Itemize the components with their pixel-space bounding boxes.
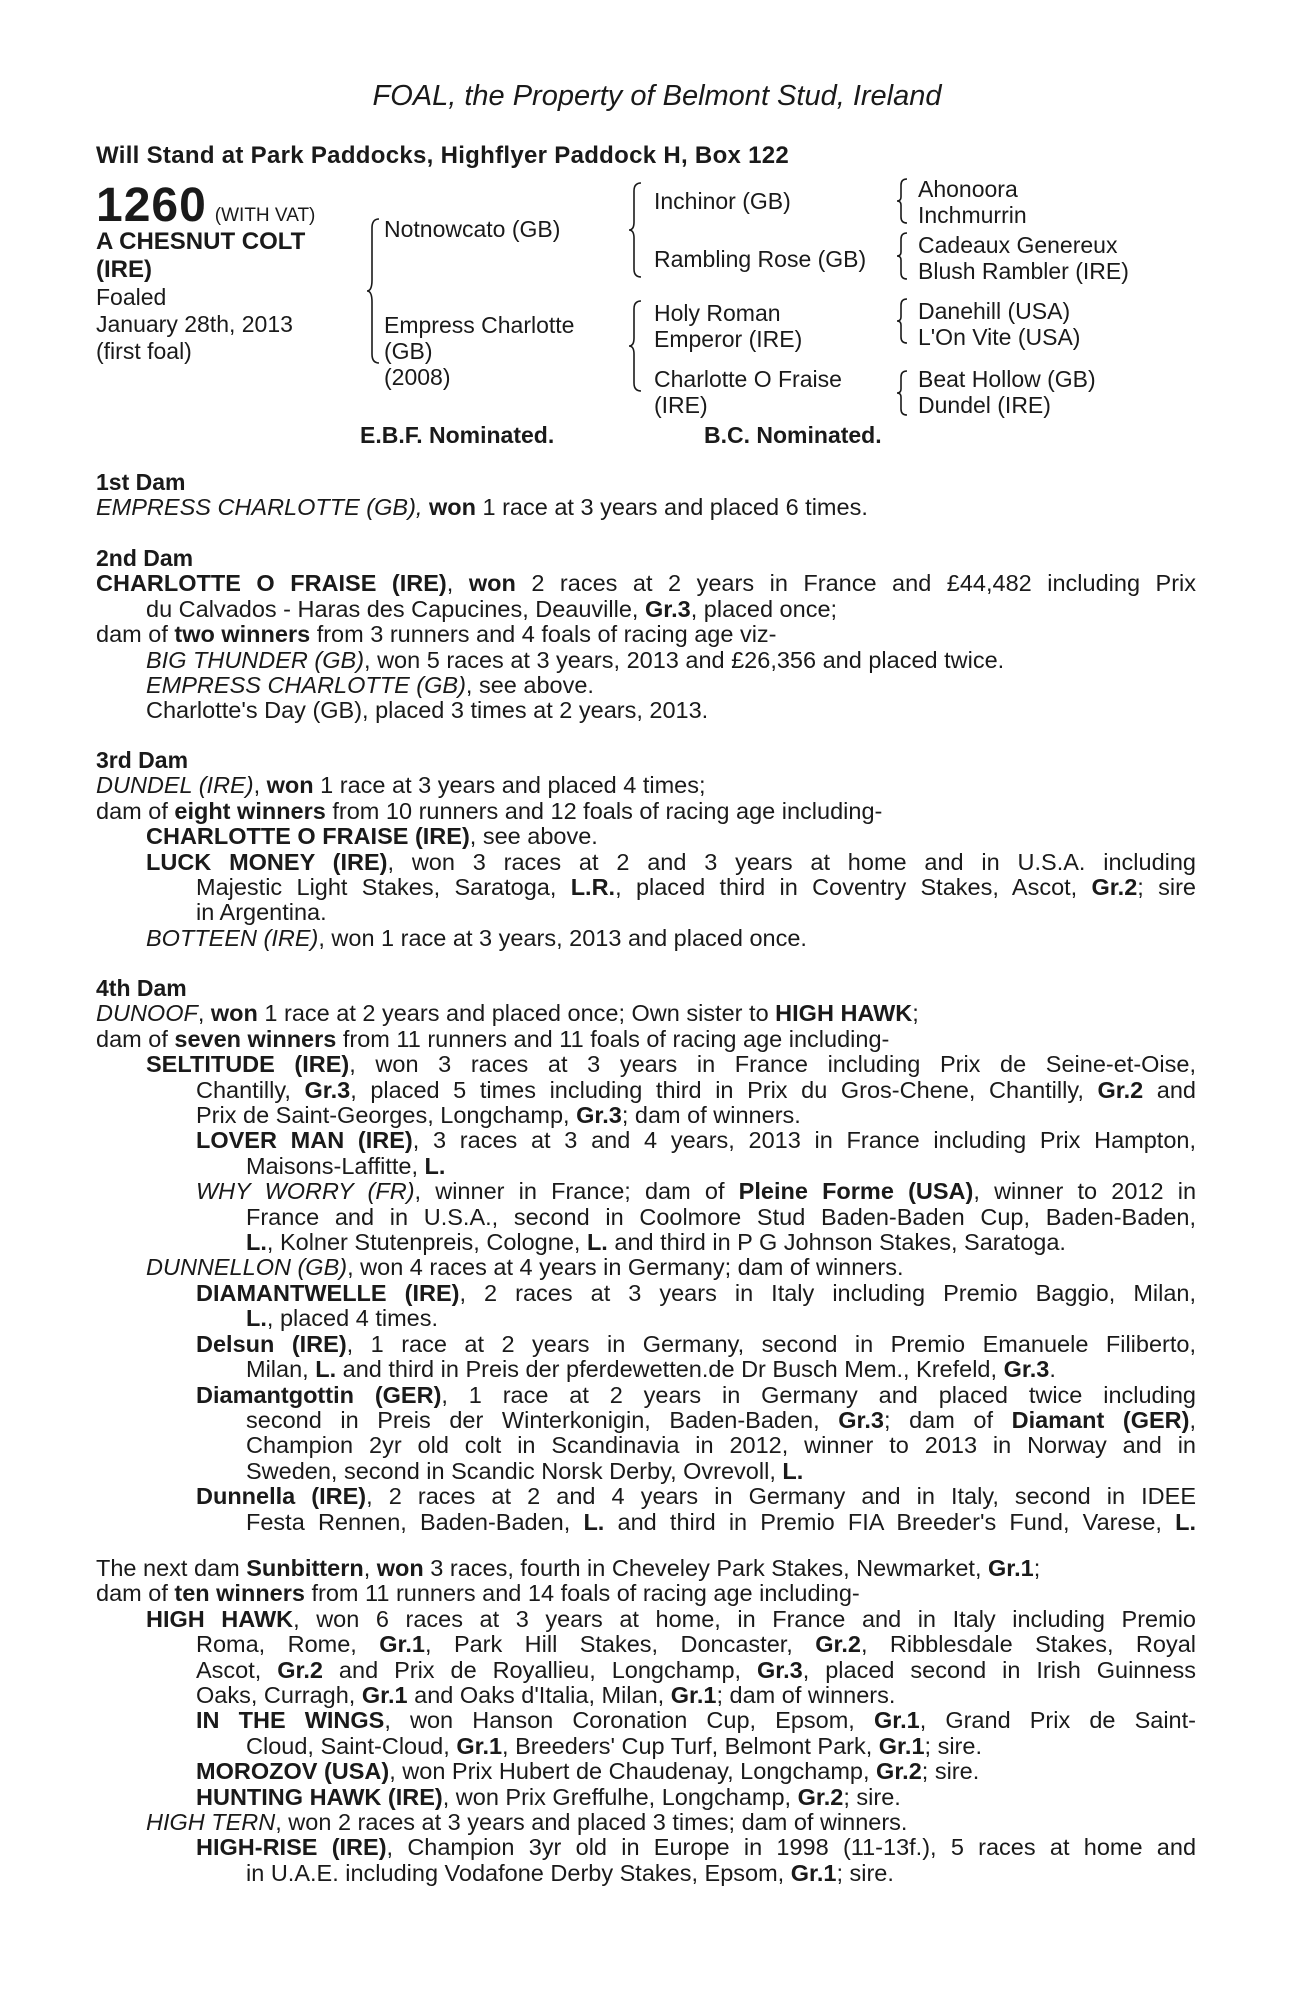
text-run: and third in Premio FIA Breeder's Fund, Varese, — [604, 1508, 1176, 1535]
text-run: IN THE WINGS — [196, 1707, 385, 1734]
text-run: , won 2 races at 3 years and placed 3 times; dam of winners. — [275, 1809, 908, 1836]
colt-line: (IRE) — [96, 256, 152, 283]
text-run: , — [446, 570, 469, 597]
text-run: Gr.2 — [797, 1783, 844, 1810]
text-run: from 11 runners and 14 foals of racing age including- — [304, 1580, 860, 1607]
fourth-dam-section — [96, 976, 1196, 1535]
bc-nomination: B.C. Nominated. — [704, 422, 882, 448]
text-run: , placed 5 times including third in Prix du Gros-Chene, Chantilly, — [350, 1076, 1098, 1103]
text-run: , 3 races at 3 and 4 years, 2013 in France including Prix Hampton, — [412, 1127, 1196, 1154]
text-run: seven winners — [174, 1025, 337, 1052]
text-run: , — [363, 1555, 377, 1581]
text-run: Diamant (GER) — [1011, 1406, 1190, 1433]
text-run: Gr.1 — [670, 1682, 717, 1709]
text-run: , see above. — [469, 823, 598, 850]
text-run: and third in Preis der pferdewetten.de Dr Busch Mem., Krefeld, — [336, 1356, 1004, 1383]
text-run: CHARLOTTE O FRAISE (IRE) — [146, 823, 470, 850]
text-run: Gr.2 — [277, 1656, 323, 1683]
pedigree-line: Emperor (IRE) — [654, 326, 803, 352]
pedigree-line: Charlotte O Fraise — [654, 366, 842, 392]
text-run: , — [1189, 1406, 1197, 1433]
text-run: du Calvados - Haras des Capucines, Deauville, — [146, 595, 645, 622]
text-run: ; sire. — [843, 1783, 901, 1810]
text-run: , 2 races at 3 years in Italy including Premio Baggio, Milan, — [459, 1279, 1197, 1306]
text-run: HIGH HAWK — [775, 1000, 913, 1027]
text-run: , placed third in Coventry Stakes, Ascot, — [615, 874, 1092, 901]
text-run: Sunbittern — [246, 1555, 364, 1581]
text-line — [96, 1255, 1196, 1280]
text-run: Cloud, Saint-Cloud, — [246, 1732, 457, 1759]
foaled-date: January 28th, 2013 — [96, 311, 293, 337]
section-heading: 2nd Dam — [96, 545, 194, 571]
text-line — [96, 1459, 1196, 1484]
text-run: Milan, — [246, 1356, 316, 1383]
text-run: Oaks, Curragh, — [196, 1682, 362, 1709]
text-line — [96, 1658, 1196, 1683]
text-run: , — [253, 772, 267, 799]
text-run: , — [197, 1000, 211, 1027]
text-run: ten winners — [174, 1580, 305, 1607]
page-title: FOAL, the Property of Belmont Stud, Ireland — [372, 80, 942, 112]
text-run: , Kolner Stutenpreis, Cologne, — [266, 1229, 587, 1256]
text-run: , placed 4 times. — [266, 1305, 438, 1332]
text-run: and — [1143, 1076, 1196, 1103]
text-run: 1 race at 3 years and placed 4 times; — [313, 772, 706, 799]
pedigree-brace-dd — [896, 370, 908, 416]
text-run: Gr.1 — [361, 1682, 408, 1709]
text-run: , winner in France; dam of — [414, 1178, 739, 1205]
text-run: Gr.1 — [790, 1859, 837, 1886]
text-line — [96, 900, 1196, 925]
text-line — [96, 926, 1196, 951]
text-run: L. — [586, 1229, 608, 1256]
pedigree-brace-ss — [896, 178, 908, 224]
pedigree-brace-main — [366, 218, 380, 364]
text-run: WHY WORRY (FR) — [196, 1178, 415, 1205]
text-run: and Prix de Royallieu, Longchamp, — [322, 1656, 758, 1683]
text-line — [96, 1835, 1196, 1860]
text-run: won — [210, 1000, 258, 1027]
text-run: L. — [246, 1229, 267, 1256]
text-run: Gr.1 — [878, 1732, 925, 1759]
text-line — [96, 1052, 1196, 1077]
ebf-nomination: E.B.F. Nominated. — [360, 422, 555, 448]
text-line — [96, 1510, 1196, 1535]
text-run: , won 3 races at 3 years in France including Prix de Seine-et-Oise, — [349, 1051, 1196, 1078]
text-run: dam of — [96, 1580, 175, 1607]
text-run: , won 3 races at 2 and 3 years at home and in U.S.A. including — [387, 848, 1197, 875]
text-run: , placed second in Irish Guinness — [802, 1656, 1196, 1683]
text-run: Gr.3 — [757, 1656, 803, 1683]
text-line — [96, 799, 1196, 824]
third-dam-body — [96, 773, 1196, 951]
text-run: LUCK MONEY (IRE) — [146, 848, 388, 875]
pedigree-brace-sire — [628, 182, 642, 278]
section-heading: 4th Dam — [96, 975, 187, 1001]
pedigree-brace-ds — [896, 298, 908, 344]
foaled-note: (first foal) — [96, 338, 192, 364]
text-run: Sweden, second in Scandic Norsk Derby, Ovrevoll, — [246, 1457, 783, 1484]
text-line — [96, 571, 1196, 596]
text-run: ; dam of winners. — [716, 1682, 896, 1709]
colt-line: A CHESNUT COLT — [96, 228, 306, 255]
text-run: LOVER MAN (IRE) — [196, 1127, 413, 1154]
pedigree-sdd: Blush Rambler (IRE) — [918, 258, 1129, 284]
text-line — [96, 1607, 1196, 1632]
pedigree-dss: Danehill (USA) — [918, 298, 1071, 324]
text-run: L. — [583, 1508, 605, 1535]
text-run: ; sire. — [836, 1859, 894, 1886]
text-line — [96, 850, 1196, 875]
text-run: 1 race at 2 years and placed once; Own sister to — [257, 1000, 776, 1027]
text-run: DIAMANTWELLE (IRE) — [196, 1279, 460, 1306]
text-run: , 2 races at 2 and 4 years in Germany and in Italy, second in IDEE — [366, 1483, 1196, 1510]
text-line — [96, 673, 1196, 698]
text-line — [96, 1306, 1196, 1331]
text-run: Gr.3 — [644, 595, 691, 622]
text-run: Festa Rennen, Baden-Baden, — [246, 1508, 584, 1535]
stand-location: Will Stand at Park Paddocks, Highflyer Paddock H, Box 122 — [96, 142, 790, 169]
text-line — [96, 622, 1196, 647]
second-dam-body — [96, 571, 1196, 723]
text-line — [96, 1027, 1196, 1052]
section-heading: 1st Dam — [96, 469, 186, 495]
text-run: L. — [1175, 1508, 1197, 1535]
text-run: DUNNELLON (GB) — [146, 1254, 348, 1281]
text-run: , won Prix Greffulhe, Longchamp, — [442, 1783, 798, 1810]
text-run: Prix de Saint-Georges, Longchamp, — [196, 1102, 577, 1129]
first-dam-body — [96, 495, 1196, 520]
text-run: from 11 runners and 11 foals of racing age including- — [336, 1025, 890, 1052]
text-run: dam of — [96, 1025, 175, 1052]
text-run: Gr.2 — [876, 1758, 922, 1785]
colt-description — [96, 228, 356, 284]
pedigree-dds: Beat Hollow (GB) — [918, 366, 1096, 392]
text-run: Gr.3 — [576, 1102, 622, 1129]
text-run: Gr.3 — [1003, 1356, 1050, 1383]
text-run: , won 1 race at 3 years, 2013 and placed once. — [318, 924, 807, 951]
text-run: ; — [1033, 1555, 1041, 1581]
text-line — [96, 1408, 1196, 1433]
text-line — [96, 1332, 1196, 1357]
text-line — [96, 875, 1196, 900]
text-line — [96, 597, 1196, 622]
text-line — [96, 1078, 1196, 1103]
text-run: , won 4 races at 4 years in Germany; dam of winners. — [347, 1254, 904, 1281]
text-run: , placed once; — [690, 595, 838, 622]
pedigree-dam-line: (GB) — [384, 338, 433, 364]
pedigree-dam — [384, 312, 574, 390]
text-run: , won 5 races at 3 years, 2013 and £26,356 and placed twice. — [364, 646, 1005, 673]
text-run: DUNDEL (IRE) — [96, 772, 254, 799]
text-run: 3 races, fourth in Cheveley Park Stakes, Newmarket, — [423, 1555, 989, 1581]
text-line — [96, 1683, 1196, 1708]
text-run: won — [266, 772, 314, 799]
text-run: , won Hanson Coronation Cup, Epsom, — [384, 1707, 874, 1734]
text-run: dam of — [96, 621, 175, 648]
text-line — [96, 1810, 1196, 1835]
text-run: HIGH-RISE (IRE) — [196, 1834, 387, 1861]
vat-note: (WITH VAT) — [214, 205, 316, 226]
text-run: L. — [315, 1356, 337, 1383]
text-line — [96, 1785, 1196, 1810]
text-run: in U.A.E. including Vodafone Derby Stakes, Epsom, — [246, 1859, 791, 1886]
text-run: Chantilly, — [196, 1076, 305, 1103]
text-run: L. — [424, 1152, 446, 1179]
text-line — [96, 1128, 1196, 1153]
pedigree-brace-sd — [896, 232, 908, 280]
text-line — [96, 1734, 1196, 1759]
text-run: , Ribblesdale Stakes, Royal — [860, 1631, 1196, 1658]
text-line — [96, 1103, 1196, 1128]
text-run: won — [468, 570, 516, 597]
text-run: France and in U.S.A., second in Coolmore Stud Baden-Baden Cup, Baden-Baden, — [246, 1203, 1196, 1230]
text-run: dam of — [96, 797, 175, 824]
text-run: , Park Hill Stakes, Doncaster, — [425, 1631, 816, 1658]
pedigree-dsd: L'On Vite (USA) — [918, 324, 1081, 350]
text-run: from 10 runners and 12 foals of racing age including- — [325, 797, 883, 824]
text-run: Dunnella (IRE) — [196, 1483, 367, 1510]
pedigree-line: (IRE) — [654, 392, 708, 418]
text-line — [96, 1581, 1196, 1606]
text-run: 2 races at 2 years in France and £44,482 including Prix — [515, 570, 1197, 597]
text-run: Gr.3 — [838, 1406, 884, 1433]
text-line — [96, 1205, 1196, 1230]
text-line — [96, 1281, 1196, 1306]
pedigree-ssd: Inchmurrin — [918, 202, 1027, 228]
text-line — [96, 1632, 1196, 1657]
text-line — [96, 1001, 1196, 1026]
text-line — [96, 1154, 1196, 1179]
text-run: HIGH TERN — [146, 1809, 276, 1836]
text-line — [96, 1230, 1196, 1255]
pedigree-ddd: Dundel (IRE) — [918, 392, 1051, 418]
text-run: ; sire — [1137, 874, 1196, 901]
text-run: L. — [782, 1457, 804, 1484]
next-dam-section — [96, 1556, 1196, 1886]
text-run: ; sire. — [924, 1732, 982, 1759]
text-run: , Breeders' Cup Turf, Belmont Park, — [502, 1732, 879, 1759]
text-line — [96, 1484, 1196, 1509]
text-run: in Argentina. — [196, 899, 327, 926]
text-run: , winner to 2012 in — [973, 1178, 1197, 1205]
text-run: L. — [246, 1305, 267, 1332]
pedigree-dam-sire — [654, 300, 802, 352]
text-line — [96, 1759, 1196, 1784]
text-run: Maisons-Laffitte, — [246, 1152, 425, 1179]
text-run: SELTITUDE (IRE) — [146, 1051, 350, 1078]
pedigree-dam-line: (2008) — [384, 364, 451, 390]
text-run: , 1 race at 2 years in Germany and placed twice including — [441, 1381, 1196, 1408]
text-run: ; sire. — [921, 1758, 980, 1785]
text-run: Ascot, — [196, 1656, 278, 1683]
text-line — [96, 773, 1196, 798]
text-run: , Grand Prix de Saint- — [919, 1707, 1196, 1734]
pedigree-line: Holy Roman — [654, 300, 781, 326]
pedigree-sire: Notnowcato (GB) — [384, 216, 561, 242]
text-run: The next dam — [96, 1555, 247, 1581]
text-run: Gr.2 — [1091, 874, 1138, 901]
text-run: Gr.1 — [873, 1707, 920, 1734]
text-line — [96, 1179, 1196, 1204]
text-run: EMPRESS CHARLOTTE (GB), — [96, 494, 429, 521]
text-line — [96, 824, 1196, 849]
foaled-label: Foaled — [96, 284, 167, 310]
fourth-dam-body — [96, 1001, 1196, 1535]
text-line — [96, 1383, 1196, 1408]
text-line — [96, 648, 1196, 673]
text-run: Charlotte's Day (GB), placed 3 times at 2 years, 2013. — [146, 697, 709, 724]
text-line — [96, 698, 1196, 723]
text-run: BOTTEEN (IRE) — [146, 924, 319, 951]
text-run: Gr.1 — [988, 1555, 1034, 1581]
text-run: DUNOOF — [96, 1000, 198, 1027]
pedigree-dam-dam — [654, 366, 842, 418]
pedigree-sss: Ahonoora — [918, 176, 1018, 202]
text-run: CHARLOTTE O FRAISE (IRE) — [96, 570, 447, 597]
text-run: Gr.1 — [379, 1631, 425, 1658]
text-run: , won Prix Hubert de Chaudenay, Longchamp, — [389, 1758, 877, 1785]
text-run: Gr.2 — [815, 1631, 861, 1658]
pedigree-sds: Cadeaux Genereux — [918, 232, 1118, 258]
text-run: EMPRESS CHARLOTTE (GB) — [146, 672, 466, 699]
pedigree-sire-dam: Rambling Rose (GB) — [654, 246, 867, 272]
text-run: from 3 runners and 4 foals of racing age viz- — [310, 621, 777, 648]
text-run: , 1 race at 2 years in Germany, second in Premio Emanuele Filiberto, — [346, 1330, 1196, 1357]
text-line — [96, 1556, 1196, 1581]
text-run: Gr.2 — [1097, 1076, 1144, 1103]
text-run: Majestic Light Stakes, Saratoga, — [196, 874, 571, 901]
text-run: Gr.3 — [304, 1076, 351, 1103]
text-run: Delsun (IRE) — [196, 1330, 347, 1357]
text-run: and third in P G Johnson Stakes, Saratoga. — [607, 1229, 1066, 1256]
text-run: 1 race at 3 years and placed 6 times. — [475, 494, 868, 521]
text-run: , see above. — [465, 672, 594, 699]
text-run: ; — [912, 1000, 919, 1027]
text-run: , won 6 races at 3 years at home, in France and in Italy including Premio — [293, 1605, 1196, 1632]
text-run: . — [1049, 1356, 1056, 1383]
text-run: Diamantgottin (GER) — [196, 1381, 442, 1408]
text-run: won — [376, 1555, 424, 1581]
text-line — [96, 1433, 1196, 1458]
text-run: two winners — [174, 621, 311, 648]
lot-number: 1260 — [96, 179, 207, 232]
lot-header — [96, 178, 315, 233]
second-dam-section — [96, 546, 1196, 724]
text-line — [96, 1861, 1196, 1886]
text-run: L.R. — [570, 874, 616, 901]
text-run: ; dam of — [883, 1406, 1012, 1433]
text-run: Pleine Forme (USA) — [738, 1178, 974, 1205]
text-run: Gr.1 — [456, 1732, 503, 1759]
text-line — [96, 1708, 1196, 1733]
first-dam-section — [96, 470, 1196, 521]
text-run: and Oaks d'Italia, Milan, — [407, 1682, 671, 1709]
text-run: eight winners — [174, 797, 326, 824]
pedigree-brace-dam — [628, 300, 642, 392]
text-run: Champion 2yr old colt in Scandinavia in 2012, winner to 2013 in Norway and in — [246, 1432, 1196, 1459]
text-run: second in Preis der Winterkonigin, Baden-Baden, — [246, 1406, 839, 1433]
text-line — [96, 495, 1196, 520]
text-run: HIGH HAWK — [146, 1605, 294, 1632]
text-run: HUNTING HAWK (IRE) — [196, 1783, 443, 1810]
pedigree-dam-line: Empress Charlotte — [384, 312, 575, 338]
section-heading: 3rd Dam — [96, 747, 189, 773]
pedigree-sire-sire: Inchinor (GB) — [654, 188, 791, 214]
text-run: , Champion 3yr old in Europe in 1998 (11-13f.), 5 races at home and — [386, 1834, 1197, 1861]
next-dam-body — [96, 1556, 1196, 1886]
third-dam-section — [96, 748, 1196, 951]
text-line — [96, 1357, 1196, 1382]
text-run: Roma, Rome, — [196, 1631, 380, 1658]
text-run: won — [428, 494, 476, 521]
text-run: MOROZOV (USA) — [196, 1758, 390, 1785]
foaled-info — [96, 284, 293, 365]
text-run: BIG THUNDER (GB) — [146, 646, 365, 673]
text-run: ; dam of winners. — [621, 1102, 801, 1129]
